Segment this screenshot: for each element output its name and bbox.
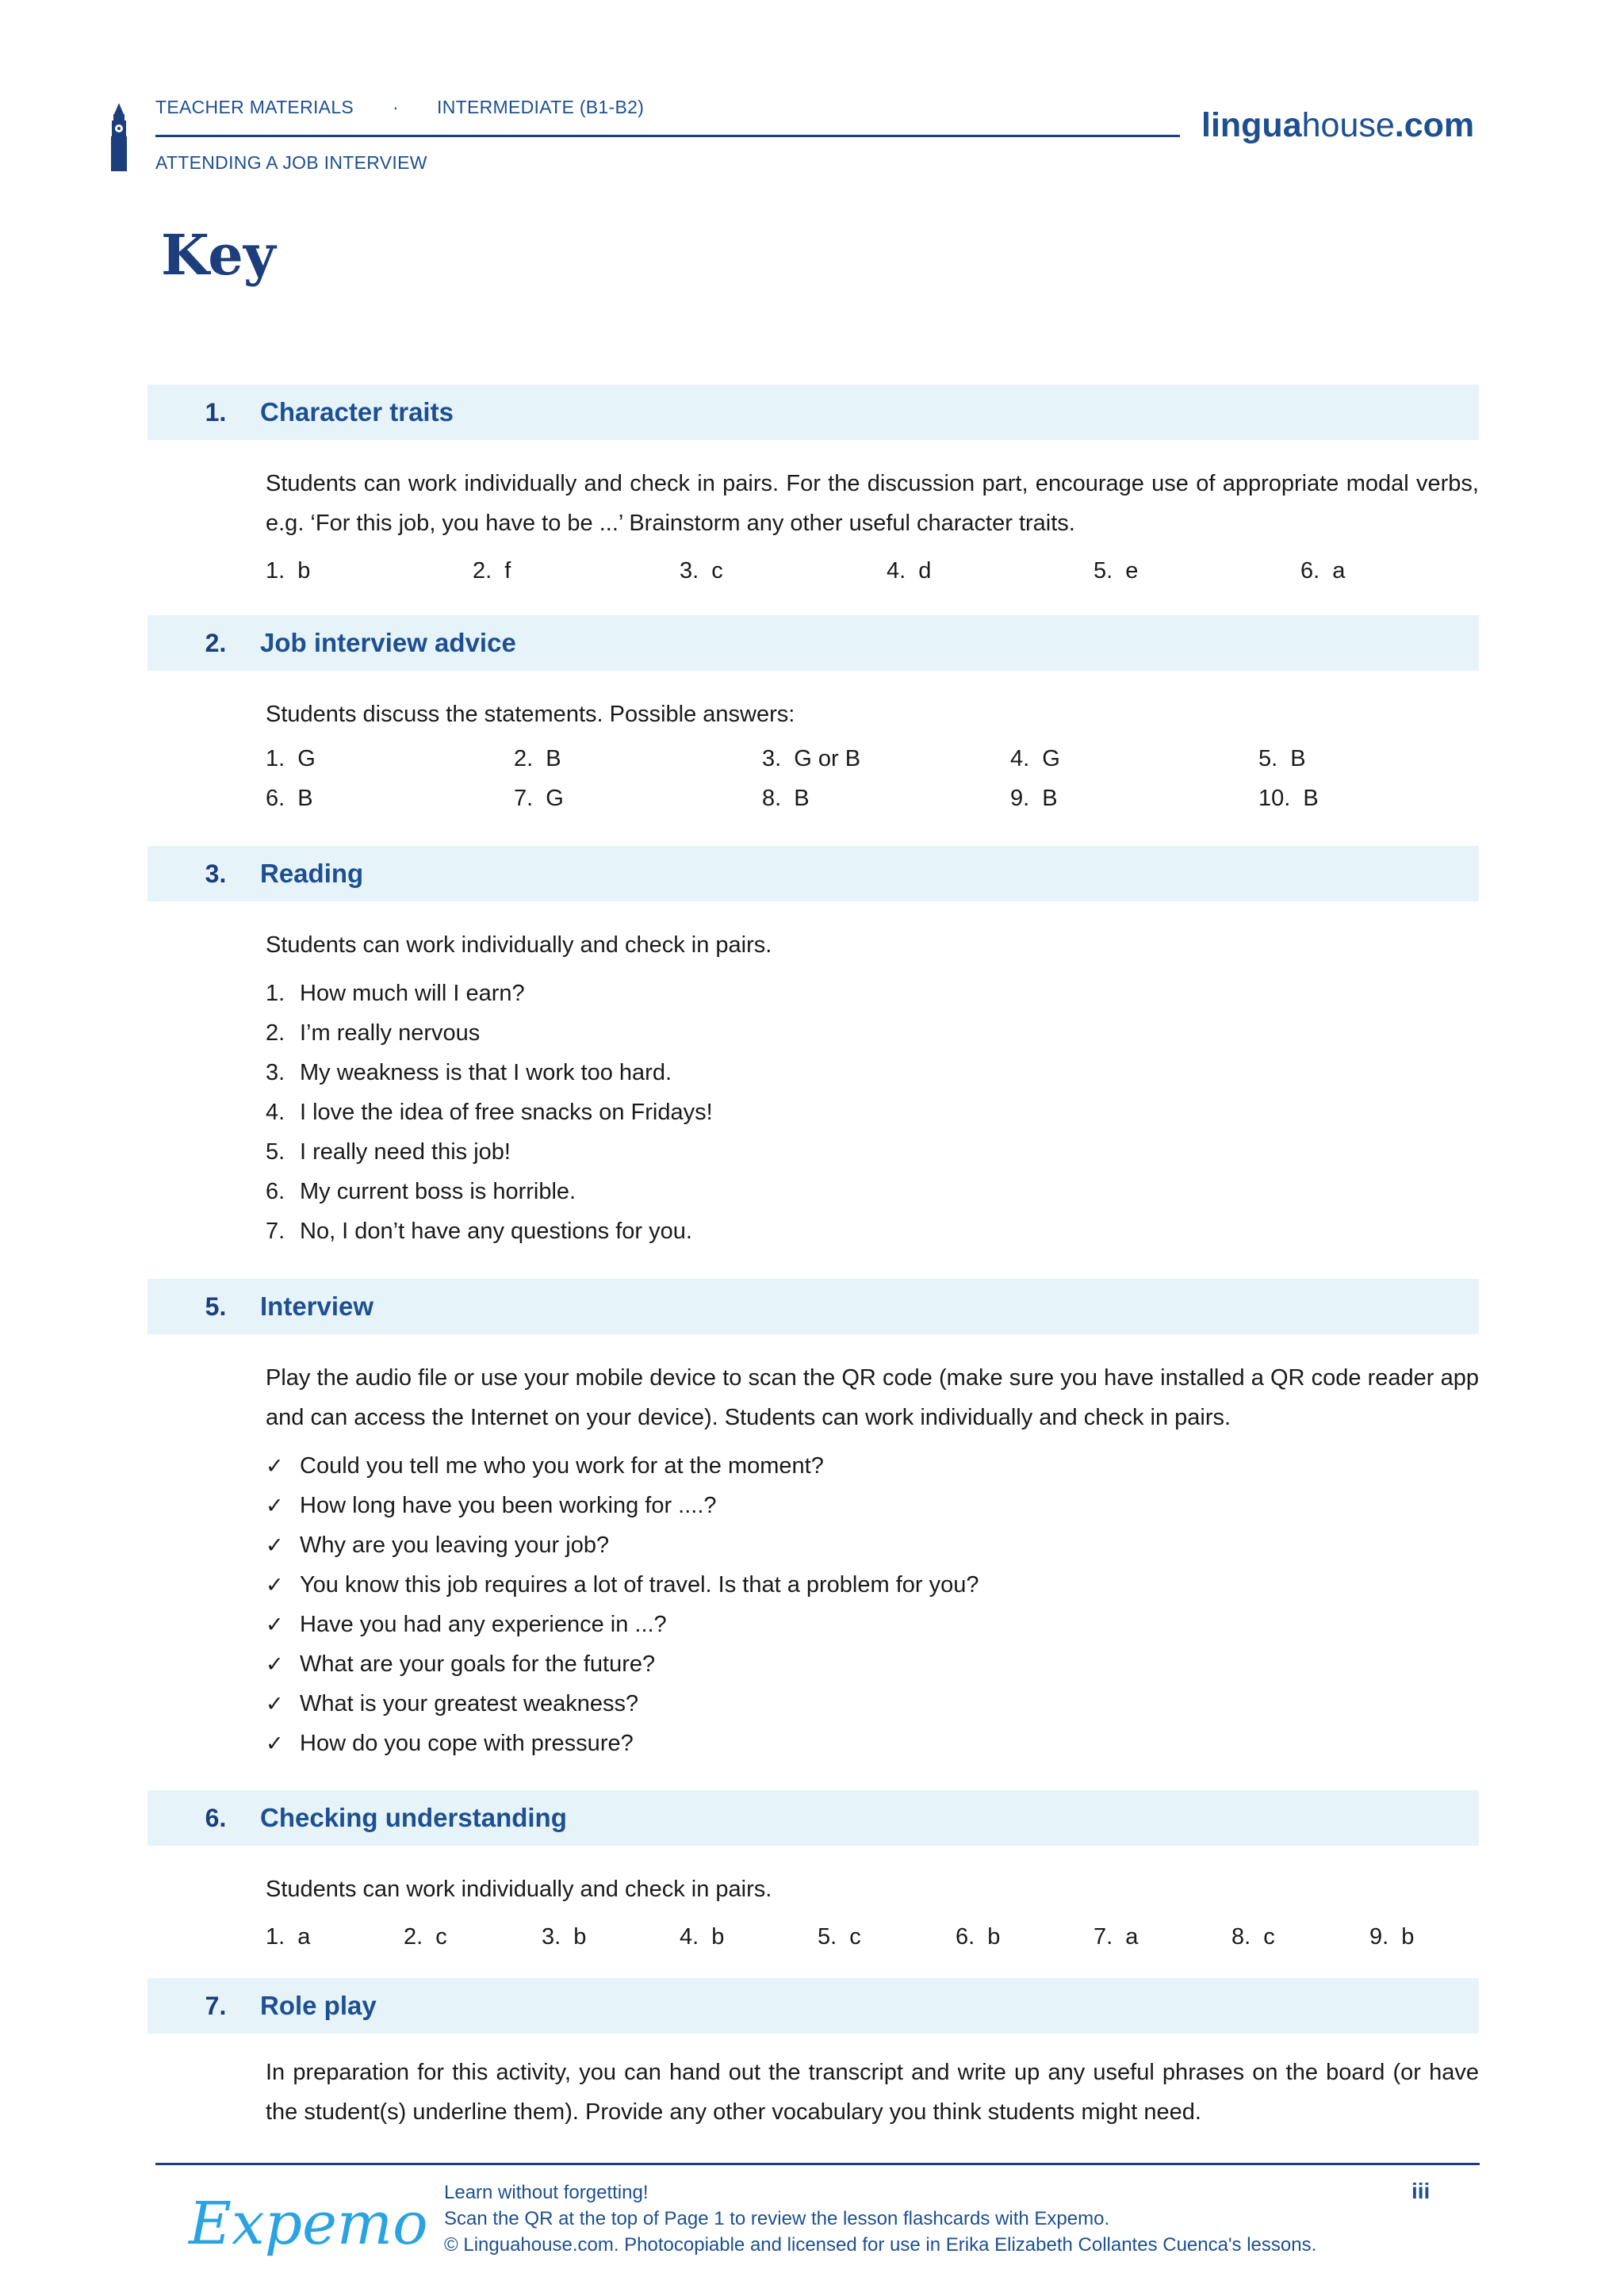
section-title: Job interview advice (260, 628, 516, 657)
answer: 4. G (1010, 746, 1060, 771)
check-icon: ✓ (266, 1613, 284, 1637)
answer-row (266, 779, 1479, 818)
answer: 7. G (514, 786, 564, 811)
logo-part-light: house (1301, 106, 1395, 144)
section-header-checking-understanding (147, 1790, 1479, 1846)
check-icon: ✓ (266, 1454, 284, 1479)
answer: 3. b (542, 1924, 587, 1950)
section-header-character-traits (147, 385, 1479, 440)
list-item: 2. I’m really nervous (266, 1020, 481, 1046)
answer: 3. c (680, 558, 723, 584)
answer: 1. G (266, 746, 316, 771)
answer-row (266, 551, 1479, 591)
footer-rule (155, 2163, 1480, 2165)
answer: 6. a (1300, 558, 1346, 584)
header-category: TEACHER MATERIALS (155, 97, 354, 117)
section-number: 7. (205, 1992, 227, 2020)
answer: 8. c (1231, 1924, 1275, 1950)
answer: 4. d (887, 558, 932, 584)
header-lesson-title: ATTENDING A JOB INTERVIEW (155, 152, 427, 173)
logo-part-bold: lingua (1201, 106, 1302, 144)
section-title: Role play (260, 1991, 377, 2020)
check-list-item: ✓ Have you had any experience in ...? (266, 1605, 667, 1645)
check-icon: ✓ (266, 1573, 284, 1598)
answer: 2. B (514, 746, 561, 771)
list-item: 4. I love the idea of free snacks on Fridays! (266, 1100, 713, 1125)
check-icon: ✓ (266, 1533, 284, 1558)
section-number: 3. (205, 859, 227, 888)
check-list-item: ✓ Could you tell me who you work for at the moment? (266, 1446, 824, 1487)
answer: 9. B (1010, 786, 1058, 811)
answer: 7. a (1094, 1924, 1139, 1950)
check-list-item: ✓ How do you cope with pressure? (266, 1724, 634, 1764)
check-list-item: ✓ How long have you been working for ....? (266, 1486, 717, 1526)
section-intro: Students can work individually and check in pairs. For the discussion part, encourage use of appropriate modal verbs, e.g. ‘For this job, you have to be ...’ Brainstorm any other useful character traits. (266, 471, 1479, 536)
answer: 8. B (762, 786, 810, 811)
check-list-item: ✓ What is your greatest weakness? (266, 1684, 638, 1724)
section-header-interview (147, 1279, 1479, 1334)
check-list-item: ✓ What are your goals for the future? (266, 1644, 655, 1685)
footer-scan-note: Scan the QR at the top of Page 1 to review the lesson flashcards with Expemo. (444, 2208, 1110, 2229)
section-title: Checking understanding (260, 1803, 567, 1832)
list-item: 1. How much will I earn? (266, 981, 525, 1006)
big-ben-icon (108, 103, 130, 171)
header-rule (155, 135, 1180, 137)
section-intro: Students discuss the statements. Possible answers: (266, 702, 795, 727)
header-level: INTERMEDIATE (B1-B2) (437, 97, 645, 117)
check-list-item: ✓ Why are you leaving your job? (266, 1525, 609, 1566)
section-header-role-play (147, 1978, 1479, 2034)
list-item: 5. I really need this job! (266, 1139, 511, 1165)
page-number: iii (1411, 2179, 1431, 2203)
footer-copyright: © Linguahouse.com. Photocopiable and licensed for use in Erika Elizabeth Collantes Cuenca's lessons. (444, 2234, 1317, 2256)
page-title: Key (161, 222, 276, 288)
answer-row (266, 1917, 1479, 1957)
section-intro: Students can work individually and check in pairs. (266, 932, 772, 958)
answer: 3. G or B (762, 746, 861, 771)
answer-row (266, 739, 1479, 779)
list-item: 7. No, I don’t have any questions for you. (266, 1219, 692, 1244)
list-item: 3. My weakness is that I work too hard. (266, 1060, 672, 1085)
linguahouse-logo[interactable] (1201, 106, 1474, 145)
check-icon: ✓ (266, 1732, 284, 1756)
answer: 4. b (680, 1924, 725, 1950)
answer: 1. a (266, 1924, 311, 1950)
section-header-reading (147, 846, 1479, 901)
section-header-job-interview-advice (147, 615, 1479, 671)
answer: 10. B (1258, 786, 1319, 811)
section-intro: Play the audio file or use your mobile device to scan the QR code (make sure you have installed a QR code reader app and can access the Internet on your device). Students can work individually and check in pairs. (266, 1365, 1479, 1430)
list-item: 6. My current boss is horrible. (266, 1179, 576, 1204)
answer: 5. c (818, 1924, 861, 1950)
section-title: Character traits (260, 397, 454, 427)
section-number: 6. (205, 1804, 227, 1832)
check-icon: ✓ (266, 1692, 284, 1716)
answer: 5. e (1094, 558, 1139, 584)
expemo-logo[interactable] (189, 2187, 428, 2266)
answer: 2. f (473, 558, 511, 584)
expemo-logo-text: Expemo (189, 2190, 428, 2258)
answer: 5. B (1258, 746, 1306, 771)
answer: 9. b (1369, 1924, 1415, 1950)
section-number: 1. (205, 398, 227, 427)
header-separator: · (393, 97, 399, 117)
section-number: 5. (205, 1292, 227, 1321)
section-intro: In preparation for this activity, you can hand out the transcript and write up any useful phrases on the board (or have the student(s) underline them). Provide any other vocabulary you think students might need. (266, 2060, 1479, 2125)
section-title: Reading (260, 859, 364, 888)
footer-tagline: Learn without forgetting! (444, 2182, 649, 2203)
answer: 2. c (404, 1924, 447, 1950)
answer: 6. B (266, 786, 313, 811)
section-intro: Students can work individually and check in pairs. (266, 1877, 772, 1902)
answer: 1. b (266, 558, 311, 584)
check-icon: ✓ (266, 1652, 284, 1677)
check-list-item: ✓ You know this job requires a lot of travel. Is that a problem for you? (266, 1565, 979, 1605)
section-number: 2. (205, 629, 227, 657)
answer: 6. b (956, 1924, 1001, 1950)
check-icon: ✓ (266, 1494, 284, 1518)
section-title: Interview (260, 1292, 374, 1321)
logo-part-suffix: .com (1394, 106, 1475, 144)
